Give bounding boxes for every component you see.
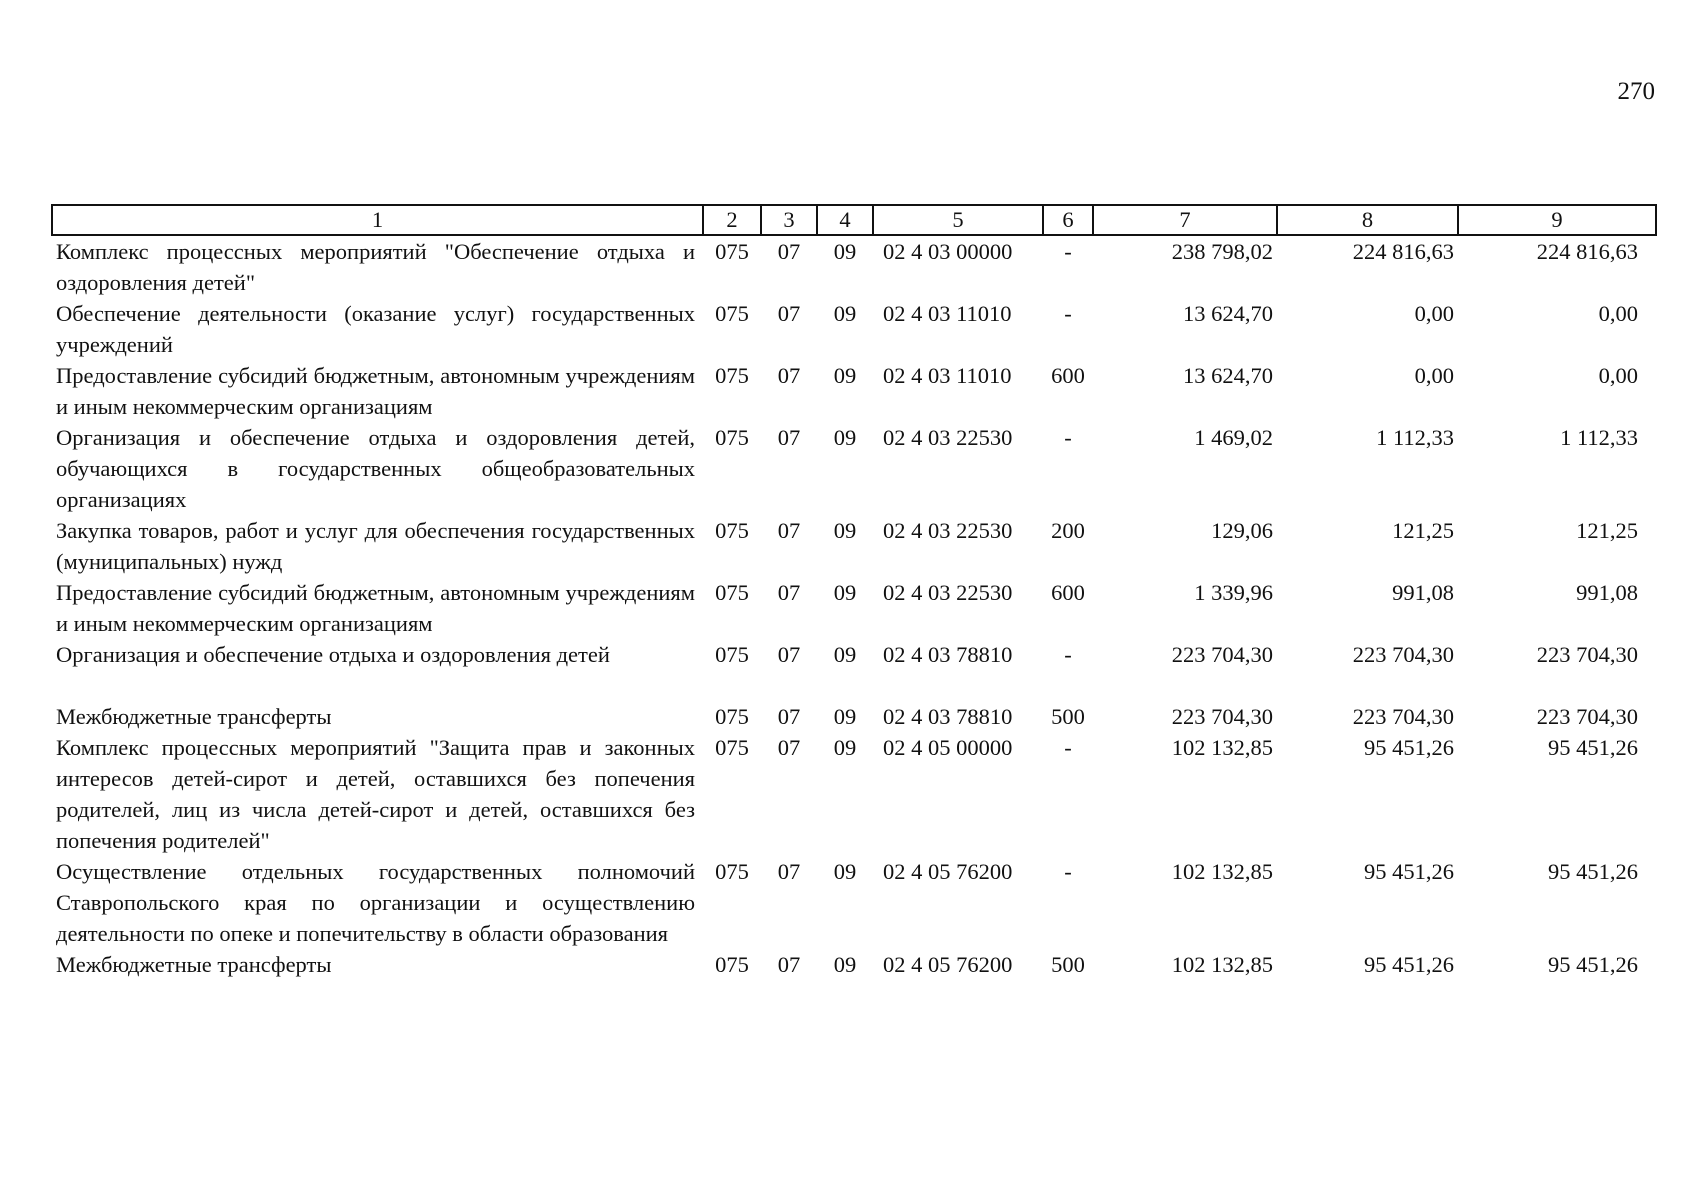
row-section-code: 07 xyxy=(777,301,801,326)
column-header-1: 1 xyxy=(52,205,703,235)
row-ministry-code: 075 xyxy=(715,704,749,729)
table-row xyxy=(52,856,1656,949)
row-subsection-code: 09 xyxy=(833,239,857,264)
row-expense-kind: 600 xyxy=(1051,580,1085,605)
row-amount-col9: 0,00 xyxy=(1598,301,1638,326)
row-amount-col9: 224 816,63 xyxy=(1536,239,1638,264)
row-amount-col9: 223 704,30 xyxy=(1536,704,1638,729)
budget-table xyxy=(51,204,1657,980)
row-target-code: 02 4 03 78810 xyxy=(883,704,1013,729)
row-target-code: 02 4 03 78810 xyxy=(883,642,1013,667)
column-header-9: 9 xyxy=(1458,205,1656,235)
row-target-code: 02 4 03 22530 xyxy=(883,425,1013,450)
row-subsection-code: 09 xyxy=(833,363,857,388)
row-ministry-code: 075 xyxy=(715,425,749,450)
row-amount-col8: 991,08 xyxy=(1392,580,1454,605)
row-section-code: 07 xyxy=(777,518,801,543)
row-expense-kind: - xyxy=(1064,735,1072,760)
row-expense-kind: - xyxy=(1064,239,1072,264)
row-subsection-code: 09 xyxy=(833,580,857,605)
table-row xyxy=(52,732,1656,856)
row-amount-col8: 0,00 xyxy=(1414,301,1454,326)
row-amount-col8: 121,25 xyxy=(1392,518,1454,543)
row-section-code: 07 xyxy=(777,704,801,729)
row-amount-col9: 991,08 xyxy=(1576,580,1638,605)
row-expense-kind: - xyxy=(1064,301,1072,326)
table-row xyxy=(52,235,1656,298)
row-amount-col8: 223 704,30 xyxy=(1352,642,1454,667)
row-subsection-code: 09 xyxy=(833,735,857,760)
row-section-code: 07 xyxy=(777,580,801,605)
row-target-code: 02 4 05 76200 xyxy=(883,859,1013,884)
row-target-code: 02 4 05 76200 xyxy=(883,952,1013,977)
row-expense-kind: - xyxy=(1064,642,1072,667)
row-amount-col8: 224 816,63 xyxy=(1352,239,1454,264)
row-expense-kind: 600 xyxy=(1051,363,1085,388)
table-row xyxy=(52,360,1656,422)
table-row xyxy=(52,577,1656,639)
row-subsection-code: 09 xyxy=(833,859,857,884)
column-header-3: 3 xyxy=(761,205,817,235)
row-ministry-code: 075 xyxy=(715,735,749,760)
row-ministry-code: 075 xyxy=(715,239,749,264)
row-amount-col9: 95 451,26 xyxy=(1548,859,1638,884)
column-header-5: 5 xyxy=(873,205,1043,235)
row-amount-col9: 223 704,30 xyxy=(1536,642,1638,667)
row-target-code: 02 4 03 00000 xyxy=(883,239,1013,264)
row-name: Организация и обеспечение отдыха и оздоровления детей xyxy=(56,642,610,667)
row-amount-col7: 223 704,30 xyxy=(1171,704,1273,729)
row-target-code: 02 4 03 11010 xyxy=(883,301,1012,326)
table-row xyxy=(52,515,1656,577)
row-name: Предоставление субсидий бюджетным, автономным учреждениям и иным некоммерческим организациям xyxy=(56,580,695,636)
blank-spacer-cell xyxy=(52,670,1656,701)
row-amount-col7: 1 339,96 xyxy=(1194,580,1273,605)
column-header-7: 7 xyxy=(1093,205,1277,235)
row-name: Комплекс процессных мероприятий "Защита прав и законных интересов детей-сирот и детей, оставшихся без попечения родителей, лиц из числа детей-сирот и детей, оставшихся без попечения родителей" xyxy=(56,735,695,853)
row-amount-col7: 1 469,02 xyxy=(1194,425,1273,450)
column-header-6: 6 xyxy=(1043,205,1093,235)
table-row xyxy=(52,422,1656,515)
row-amount-col7: 238 798,02 xyxy=(1171,239,1273,264)
row-name: Закупка товаров, работ и услуг для обеспечения государственных (муниципальных) нужд xyxy=(56,518,695,574)
row-ministry-code: 075 xyxy=(715,363,749,388)
table-row xyxy=(52,639,1656,670)
row-subsection-code: 09 xyxy=(833,642,857,667)
row-name: Организация и обеспечение отдыха и оздоровления детей, обучающихся в государственных общеобразовательных организациях xyxy=(56,425,695,512)
row-amount-col7: 13 624,70 xyxy=(1183,301,1273,326)
row-subsection-code: 09 xyxy=(833,704,857,729)
row-expense-kind: - xyxy=(1064,425,1072,450)
row-subsection-code: 09 xyxy=(833,518,857,543)
blank-spacer-row xyxy=(52,670,1656,701)
row-target-code: 02 4 03 11010 xyxy=(883,363,1012,388)
row-amount-col8: 223 704,30 xyxy=(1352,704,1454,729)
row-section-code: 07 xyxy=(777,859,801,884)
row-target-code: 02 4 05 00000 xyxy=(883,735,1013,760)
row-name: Межбюджетные трансферты xyxy=(56,952,332,977)
row-amount-col8: 95 451,26 xyxy=(1364,735,1454,760)
table-row xyxy=(52,298,1656,360)
row-amount-col8: 1 112,33 xyxy=(1376,425,1454,450)
row-name: Предоставление субсидий бюджетным, автономным учреждениям и иным некоммерческим организациям xyxy=(56,363,695,419)
row-section-code: 07 xyxy=(777,239,801,264)
row-ministry-code: 075 xyxy=(715,642,749,667)
row-section-code: 07 xyxy=(777,642,801,667)
row-name: Межбюджетные трансферты xyxy=(56,704,332,729)
row-ministry-code: 075 xyxy=(715,952,749,977)
row-amount-col7: 102 132,85 xyxy=(1171,735,1273,760)
column-number-row xyxy=(52,205,1656,235)
row-target-code: 02 4 03 22530 xyxy=(883,518,1013,543)
row-amount-col7: 223 704,30 xyxy=(1171,642,1273,667)
row-ministry-code: 075 xyxy=(715,518,749,543)
row-target-code: 02 4 03 22530 xyxy=(883,580,1013,605)
row-section-code: 07 xyxy=(777,363,801,388)
row-section-code: 07 xyxy=(777,952,801,977)
row-name: Осуществление отдельных государственных полномочий Ставропольского края по организации и осуществлению деятельности по опеке и попечительству в области образования xyxy=(56,859,695,946)
row-amount-col7: 102 132,85 xyxy=(1171,859,1273,884)
page-number: 270 xyxy=(1617,78,1655,105)
row-name: Комплекс процессных мероприятий "Обеспечение отдыха и оздоровления детей" xyxy=(56,239,695,295)
column-header-8: 8 xyxy=(1277,205,1458,235)
row-amount-col8: 95 451,26 xyxy=(1364,859,1454,884)
row-subsection-code: 09 xyxy=(833,952,857,977)
column-header-2: 2 xyxy=(703,205,761,235)
table-row xyxy=(52,949,1656,980)
row-amount-col9: 95 451,26 xyxy=(1548,952,1638,977)
column-header-4: 4 xyxy=(817,205,873,235)
row-amount-col8: 0,00 xyxy=(1414,363,1454,388)
row-subsection-code: 09 xyxy=(833,425,857,450)
row-amount-col9: 1 112,33 xyxy=(1560,425,1638,450)
row-expense-kind: 500 xyxy=(1051,952,1085,977)
row-amount-col7: 102 132,85 xyxy=(1171,952,1273,977)
row-section-code: 07 xyxy=(777,425,801,450)
row-subsection-code: 09 xyxy=(833,301,857,326)
row-ministry-code: 075 xyxy=(715,301,749,326)
row-expense-kind: 500 xyxy=(1051,704,1085,729)
row-section-code: 07 xyxy=(777,735,801,760)
row-amount-col9: 95 451,26 xyxy=(1548,735,1638,760)
row-expense-kind: 200 xyxy=(1051,518,1085,543)
row-amount-col9: 0,00 xyxy=(1598,363,1638,388)
row-amount-col7: 129,06 xyxy=(1211,518,1273,543)
row-ministry-code: 075 xyxy=(715,580,749,605)
row-name: Обеспечение деятельности (оказание услуг) государственных учреждений xyxy=(56,301,695,357)
row-expense-kind: - xyxy=(1064,859,1072,884)
row-amount-col7: 13 624,70 xyxy=(1183,363,1273,388)
row-amount-col8: 95 451,26 xyxy=(1364,952,1454,977)
row-ministry-code: 075 xyxy=(715,859,749,884)
row-amount-col9: 121,25 xyxy=(1576,518,1638,543)
table-row xyxy=(52,701,1656,732)
